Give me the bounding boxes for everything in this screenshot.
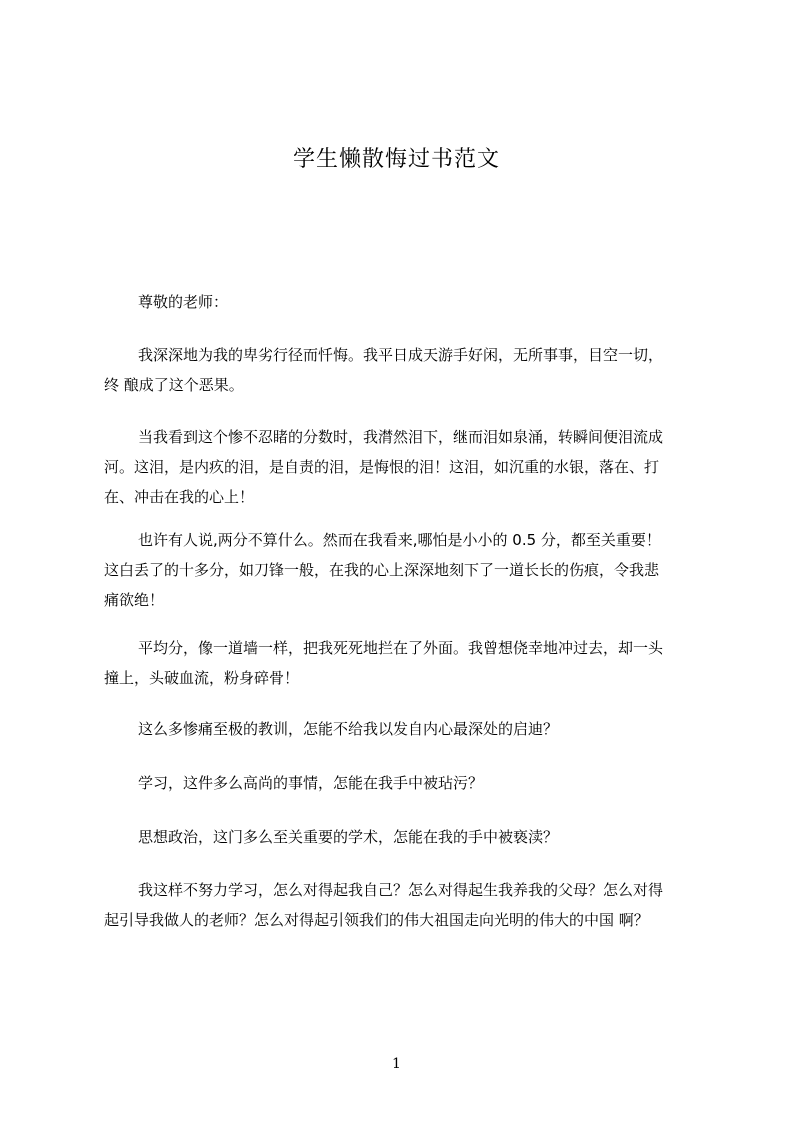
paragraph-line: 平均分，像一道墙一样，把我死死地拦在了外面。我曾想侥幸地冲过去，却一头: [138, 639, 664, 657]
paragraph-line: 在、冲击在我的心上！: [104, 488, 255, 506]
paragraph-line: 痛欲绝！: [104, 591, 165, 609]
paragraph-line: 思想政治，这门多么至关重要的学术，怎能在我的手中被亵渎？: [138, 828, 559, 846]
paragraph-5: [104, 714, 704, 744]
paragraph-line: 当我看到这个惨不忍睹的分数时，我潸然泪下，继而泪如泉涌，转瞬间便泪流成: [138, 428, 664, 446]
salutation-text: 尊敬的老师：: [138, 293, 229, 311]
paragraph-line: 撞上，头破血流，粉身碎骨！: [104, 669, 300, 687]
paragraph-7: [104, 822, 704, 852]
paragraph-line: 也许有人说,两分不算什么。然而在我看来,哪怕是小小的 0.5 分，都至关重要！: [138, 531, 661, 549]
document-title: 学生懒散悔过书范文: [292, 147, 500, 172]
paragraph-3: [104, 525, 704, 615]
paragraph-line: 这白丢了的十多分，如刀锋一般，在我的心上深深地刻下了一道长长的伤痕，令我悲: [104, 561, 660, 579]
paragraph-6: [104, 768, 704, 798]
paragraph-line: 学习，这件多么高尚的事情，怎能在我手中被玷污？: [138, 774, 484, 792]
paragraph-line: 终 酿成了这个恶果。: [104, 376, 244, 394]
salutation: [104, 287, 704, 317]
paragraph-1: [104, 340, 704, 400]
paragraph-line: 这么多惨痛至极的教训，怎能不给我以发自内心最深处的启迪？: [138, 720, 559, 738]
paragraph-4: [104, 633, 704, 693]
paragraph-line: 我这样不努力学习，怎么对得起我自己？怎么对得起生我养我的父母？怎么对得: [138, 881, 664, 899]
paragraph-line: 起引导我做人的老师？怎么对得起引领我们的伟大祖国走向光明的伟大的中国 啊？: [104, 911, 649, 929]
paragraph-8: [104, 875, 704, 935]
paragraph-2: [104, 422, 704, 512]
paragraph-line: 河。这泪，是内疚的泪，是自责的泪，是悔恨的泪！这泪，如沉重的水银，落在、打: [104, 458, 660, 476]
paragraph-line: 我深深地为我的卑劣行径而忏悔。我平日成天游手好闲，无所事事，目空一切，: [138, 346, 664, 364]
page-number: 1: [392, 1056, 401, 1072]
